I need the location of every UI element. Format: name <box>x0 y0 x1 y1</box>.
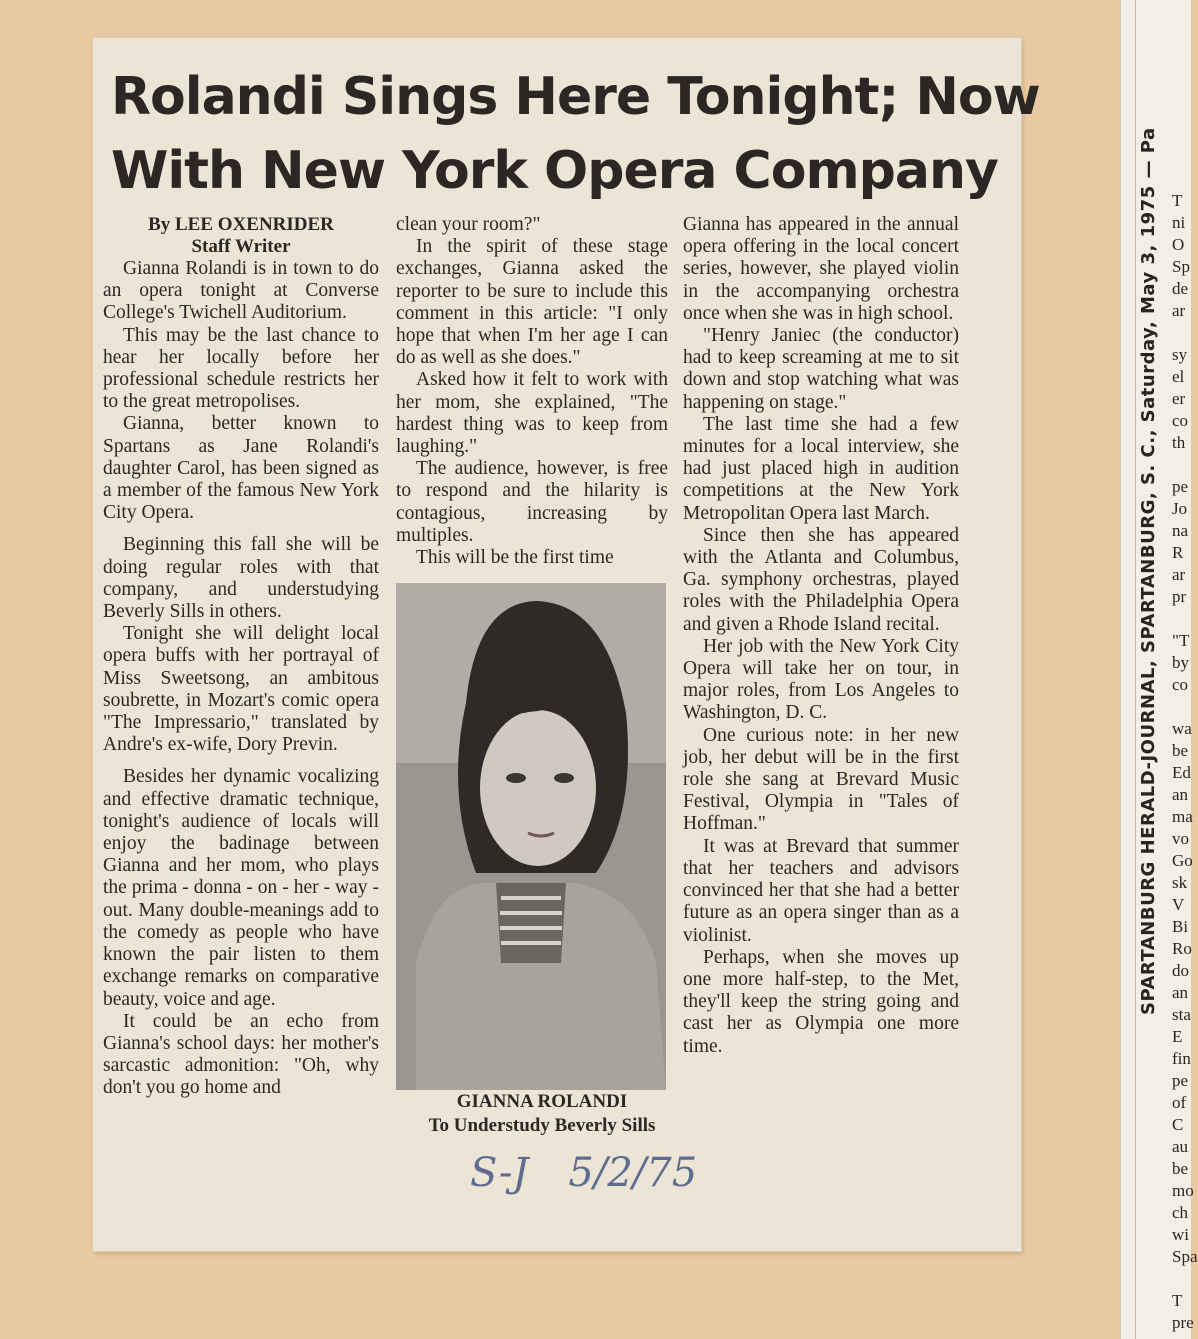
adjacent-page-fragment: be <box>1172 741 1189 760</box>
adjacent-page-fragment: E <box>1172 1027 1183 1046</box>
adjacent-page-fragment: er <box>1172 389 1186 408</box>
adjacent-page-fragment <box>1172 454 1190 476</box>
adjacent-page-fragment: sta <box>1172 1005 1191 1024</box>
adjacent-page-fragment: O <box>1172 235 1185 254</box>
adjacent-page-fragment: na <box>1172 521 1189 540</box>
paragraph: Beginning this fall she will be doing regular roles with that company, and understudying Beverly Sills in others. <box>103 534 379 623</box>
adjacent-page-fragment: T <box>1172 1291 1183 1310</box>
handwritten-date: 5/2/75 <box>568 1150 698 1196</box>
adjacent-page-fragment: ma <box>1172 807 1193 826</box>
adjacent-page-fragment: Go <box>1172 851 1193 870</box>
adjacent-page-fragment: ar <box>1172 301 1186 320</box>
adjacent-page-fragment: el <box>1172 367 1185 386</box>
adjacent-page-fragment: wi <box>1172 1225 1189 1244</box>
paragraph: Tonight she will delight local opera buffs with her portrayal of Miss Sweetsong, an ambitous soubrette, in Mozart's comic opera "The Impressario," translated by Andre's ex-wife, Dory Previn. <box>103 623 379 756</box>
byline-author: By LEE OXENRIDER <box>148 214 334 235</box>
paragraph: Gianna has appeared in the annual opera offering in the local concert series, however, she played violin in the accompanying orchestra once when she was in high school. <box>683 214 959 324</box>
paragraph: Asked how it felt to work with her mom, she explained, "The hardest thing was to keep from laughing." <box>396 369 668 458</box>
adjacent-page-heading: SPARTANBURG HERALD-JOURNAL, SPARTANBURG, S. C., Saturday, May 3, 1975 — Pa <box>1138 127 1159 1015</box>
adjacent-page-fragment: Sp <box>1172 257 1190 276</box>
adjacent-page-fragment: mo <box>1172 1181 1194 1200</box>
paragraph: Gianna Rolandi is in town to do an opera tonight at Converse College's Twichell Auditorium. <box>103 258 379 324</box>
adjacent-page-fragment: co <box>1172 675 1189 694</box>
adjacent-page-fragment: de <box>1172 279 1189 298</box>
adjacent-page-fragment: Ro <box>1172 939 1192 958</box>
adjacent-page-fragment: V <box>1172 895 1185 914</box>
adjacent-page-fragment: vo <box>1172 829 1189 848</box>
paragraph: It was at Brevard that summer that her teachers and advisors convinced her that she had a better future as an opera singer than as a violinist. <box>683 835 959 946</box>
adjacent-page-fragment: ch <box>1172 1203 1189 1222</box>
adjacent-page-fragment: T <box>1172 191 1183 210</box>
adjacent-page-fragment: an <box>1172 983 1189 1002</box>
adjacent-page-text-fragments <box>1172 190 1198 1334</box>
adjacent-page-fragment: pre <box>1172 1313 1194 1332</box>
headline-line-2: With New York Opera Company <box>111 141 998 201</box>
adjacent-page-fragment: sy <box>1172 345 1188 364</box>
adjacent-page-fragment: wa <box>1172 719 1192 738</box>
article-column-3 <box>683 214 959 1058</box>
adjacent-page-fragment: by <box>1172 653 1189 672</box>
handwritten-annotation <box>470 1150 737 1196</box>
paragraph: This will be the first time <box>416 547 614 569</box>
photo-caption-name: GIANNA ROLANDI <box>456 1091 628 1113</box>
adjacent-page-fragment: pr <box>1172 587 1187 606</box>
portrait-photo <box>396 583 666 1090</box>
adjacent-page-fragment: Spa <box>1172 1247 1198 1266</box>
adjacent-page-fragment: do <box>1172 961 1189 980</box>
adjacent-page-fragment <box>1172 322 1190 344</box>
paragraph: Besides her dynamic vocalizing and effective dramatic technique, tonight's audience of locals will enjoy the badinage between Gianna and her mom, who plays the prima - donna - on - her - way - out. Many double-meanings add to the comedy as people who have known the pair listen to them exchange remarks on comparative beauty, voice and age. <box>103 766 379 1010</box>
photo-caption-subtitle: To Understudy Beverly Sills <box>428 1115 656 1137</box>
paragraph: It could be an echo from Gianna's school days: her mother's sarcastic admonition: "Oh, why don't you go home and <box>103 1010 379 1099</box>
adjacent-page-fragment: sk <box>1172 873 1188 892</box>
headline-line-1: Rolandi Sings Here Tonight; Now <box>111 67 1040 127</box>
handwritten-source: S-J <box>470 1150 529 1196</box>
paragraph: This may be the last chance to hear her locally before her professional schedule restricts her to the great metropolises. <box>103 324 379 413</box>
adjacent-page-fragment <box>1172 1268 1190 1290</box>
page-spine-line <box>1135 0 1136 1339</box>
paragraph: Gianna, better known to Spartans as Jane Rolandi's daughter Carol, has been signed as a member of the famous New York City Opera. <box>103 413 379 524</box>
adjacent-page-fragment <box>1172 608 1190 630</box>
paragraph: The audience, however, is free to respond and the hilarity is contagious, increasing by multiples. <box>396 458 668 546</box>
adjacent-page-fragment: Jo <box>1172 499 1188 518</box>
adjacent-page-fragment: an <box>1172 785 1189 804</box>
adjacent-page-fragment <box>1172 696 1190 718</box>
adjacent-page-fragment: "T <box>1172 631 1190 650</box>
adjacent-page-fragment: Bi <box>1172 917 1189 936</box>
paragraph: clean your room?" <box>396 214 541 235</box>
adjacent-page-fragment: of <box>1172 1093 1187 1112</box>
paragraph: Her job with the New York City Opera will take her on tour, in major roles, from Los Angeles to Washington, D. C. <box>683 635 959 724</box>
paragraph: "Henry Janiec (the conductor) had to keep screaming at me to sit down and stop watching what was happening on stage." <box>683 325 959 413</box>
article-column-2 <box>396 214 668 1138</box>
adjacent-page-fragment: th <box>1172 433 1186 452</box>
adjacent-page-fragment: ni <box>1172 213 1186 232</box>
adjacent-page-fragment: R <box>1172 543 1184 562</box>
adjacent-page-fragment: ar <box>1172 565 1186 584</box>
newspaper-clipping <box>93 38 1040 1251</box>
paragraph: Perhaps, when she moves up one more half-step, to the Met, they'll keep the string going and cast her as Olympia one more time. <box>683 946 959 1057</box>
paragraph: In the spirit of these stage exchanges, Gianna asked the reporter to be sure to include this comment in this article: "I only hope that when I'm her age I can do as well as she does." <box>396 236 668 369</box>
paragraph: Since then she has appeared with the Atlanta and Columbus, Ga. symphony orchestras, played roles with the Philadelphia Opera and given a Rhode Island recital. <box>683 524 959 635</box>
adjacent-page-fragment: pe <box>1172 1071 1189 1090</box>
adjacent-page-fragment: be <box>1172 1159 1189 1178</box>
adjacent-page-fragment: au <box>1172 1137 1189 1156</box>
article-column-1 <box>103 214 379 1100</box>
adjacent-page-fragment: pe <box>1172 477 1189 496</box>
paragraph: One curious note: in her new job, her debut will be in the first role she sang at Brevard Music Festival, Olympia in "Tales of Hoffman." <box>683 724 959 835</box>
adjacent-page-fragment: fin <box>1172 1049 1191 1068</box>
paragraph: The last time she had a few minutes for a local interview, she had just placed high in audition competitions at the New York Metropolitan Opera last March. <box>683 413 959 524</box>
adjacent-page-fragment: Ed <box>1172 763 1191 782</box>
headline <box>111 60 1040 208</box>
adjacent-page-fragment: co <box>1172 411 1189 430</box>
byline-title: Staff Writer <box>191 236 291 257</box>
adjacent-page-fragment: C <box>1172 1115 1184 1134</box>
